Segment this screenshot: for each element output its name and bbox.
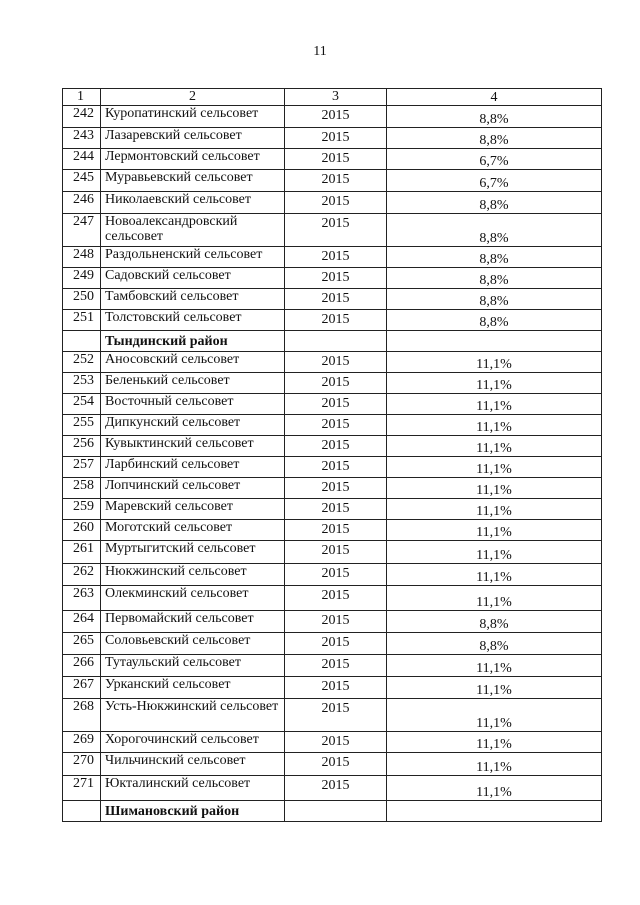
row-number: 267 [63, 677, 101, 698]
row-number: 255 [63, 415, 101, 435]
row-number: 256 [63, 436, 101, 456]
year-cell: 2015 [285, 677, 387, 698]
council-name: Беленький сельсовет [101, 373, 285, 393]
table-row [62, 267, 602, 288]
council-name: Новоалександровский сельсовет [101, 214, 285, 246]
row-number: 247 [63, 214, 101, 246]
percent-cell: 11,1% [476, 420, 512, 435]
year-cell: 2015 [285, 436, 387, 456]
percent-cell: 11,1% [476, 595, 512, 610]
row-number: 246 [63, 192, 101, 213]
row-number: 260 [63, 520, 101, 540]
year-cell: 2015 [285, 564, 387, 585]
year-cell: 2015 [285, 268, 387, 288]
year-cell: 2015 [285, 394, 387, 414]
year-cell: 2015 [285, 633, 387, 654]
year-cell [285, 801, 387, 821]
percent-cell: 11,1% [476, 716, 512, 731]
percent-cell: 11,1% [476, 441, 512, 456]
year-cell: 2015 [285, 310, 387, 330]
section-row [62, 330, 602, 351]
council-name: Тамбовский сельсовет [101, 289, 285, 309]
year-cell: 2015 [285, 753, 387, 775]
row-number: 253 [63, 373, 101, 393]
council-name: Лопчинский сельсовет [101, 478, 285, 498]
council-name: Первомайский сельсовет [101, 611, 285, 632]
year-cell: 2015 [285, 352, 387, 372]
header-col-4: 4 [490, 89, 498, 105]
percent-cell: 11,1% [476, 683, 512, 698]
table-row [62, 372, 602, 393]
row-number [63, 331, 101, 351]
council-name: Куропатинский сельсовет [101, 106, 285, 127]
council-name: Юкталинский сельсовет [101, 776, 285, 800]
district-name: Шимановский район [101, 801, 285, 821]
year-cell: 2015 [285, 247, 387, 267]
year-cell: 2015 [285, 192, 387, 213]
table-row [62, 288, 602, 309]
percent-cell: 11,1% [476, 378, 512, 393]
council-name: Садовский сельсовет [101, 268, 285, 288]
table-row [62, 213, 602, 246]
year-cell: 2015 [285, 776, 387, 800]
row-number: 257 [63, 457, 101, 477]
table-row [62, 148, 602, 169]
year-cell: 2015 [285, 415, 387, 435]
council-name: Дипкунский сельсовет [101, 415, 285, 435]
table-row [62, 477, 602, 498]
percent-cell: 11,1% [476, 357, 512, 372]
row-number [63, 801, 101, 821]
council-name: Моготский сельсовет [101, 520, 285, 540]
percent-cell: 11,1% [476, 525, 512, 540]
table-row [62, 246, 602, 267]
year-cell: 2015 [285, 699, 387, 731]
year-cell: 2015 [285, 611, 387, 632]
header-col-3: 3 [285, 89, 387, 105]
council-name: Усть-Нюкжинский сельсовет [101, 699, 285, 731]
row-number: 245 [63, 170, 101, 191]
council-name: Восточный сельсовет [101, 394, 285, 414]
percent-cell: 8,8% [479, 252, 509, 267]
council-name: Соловьевский сельсовет [101, 633, 285, 654]
council-name: Нюкжинский сельсовет [101, 564, 285, 585]
table-row [62, 585, 602, 610]
council-name: Николаевский сельсовет [101, 192, 285, 213]
percent-cell: 8,8% [479, 231, 509, 246]
subsidy-table [62, 88, 602, 822]
percent-cell [387, 331, 601, 351]
row-number: 254 [63, 394, 101, 414]
percent-cell: 11,1% [476, 570, 512, 585]
table-row [62, 351, 602, 372]
table-row [62, 632, 602, 654]
year-cell: 2015 [285, 478, 387, 498]
row-number: 269 [63, 732, 101, 752]
council-name: Муртыгитский сельсовет [101, 541, 285, 563]
row-number: 271 [63, 776, 101, 800]
year-cell: 2015 [285, 457, 387, 477]
row-number: 249 [63, 268, 101, 288]
percent-cell [387, 801, 601, 821]
percent-cell: 6,7% [479, 176, 509, 191]
percent-cell: 11,1% [476, 504, 512, 519]
table-row [62, 731, 602, 752]
year-cell: 2015 [285, 655, 387, 676]
percent-cell: 11,1% [476, 548, 512, 563]
table-header-row [62, 88, 602, 105]
percent-cell: 8,8% [479, 133, 509, 148]
council-name: Маревский сельсовет [101, 499, 285, 519]
council-name: Лермонтовский сельсовет [101, 149, 285, 169]
percent-cell: 11,1% [476, 760, 512, 775]
row-number: 264 [63, 611, 101, 632]
year-cell: 2015 [285, 520, 387, 540]
table-row [62, 127, 602, 148]
row-number: 252 [63, 352, 101, 372]
table-row [62, 393, 602, 414]
percent-cell: 11,1% [476, 661, 512, 676]
year-cell: 2015 [285, 732, 387, 752]
table-row [62, 435, 602, 456]
year-cell: 2015 [285, 128, 387, 148]
council-name: Олекминский сельсовет [101, 586, 285, 610]
table-row [62, 676, 602, 698]
year-cell: 2015 [285, 541, 387, 563]
row-number: 261 [63, 541, 101, 563]
year-cell: 2015 [285, 499, 387, 519]
council-name: Чильчинский сельсовет [101, 753, 285, 775]
table-row [62, 169, 602, 191]
year-cell: 2015 [285, 586, 387, 610]
council-name: Толстовский сельсовет [101, 310, 285, 330]
council-name: Хорогочинский сельсовет [101, 732, 285, 752]
percent-cell: 11,1% [476, 462, 512, 477]
table-row [62, 752, 602, 775]
council-name: Аносовский сельсовет [101, 352, 285, 372]
percent-cell: 8,8% [479, 198, 509, 213]
header-col-2: 2 [101, 89, 285, 105]
council-name: Кувыктинский сельсовет [101, 436, 285, 456]
percent-cell: 8,8% [479, 617, 509, 632]
percent-cell: 11,1% [476, 483, 512, 498]
table-row [62, 191, 602, 213]
council-name: Муравьевский сельсовет [101, 170, 285, 191]
percent-cell: 11,1% [476, 737, 512, 752]
council-name: Ларбинский сельсовет [101, 457, 285, 477]
table-row [62, 414, 602, 435]
row-number: 243 [63, 128, 101, 148]
year-cell: 2015 [285, 149, 387, 169]
table-row [62, 698, 602, 731]
percent-cell: 8,8% [479, 112, 509, 127]
year-cell: 2015 [285, 106, 387, 127]
header-col-1: 1 [63, 89, 101, 105]
table-row [62, 775, 602, 800]
percent-cell: 11,1% [476, 785, 512, 800]
percent-cell: 6,7% [479, 154, 509, 169]
row-number: 263 [63, 586, 101, 610]
table-body [62, 105, 602, 822]
row-number: 262 [63, 564, 101, 585]
district-name: Тындинский район [101, 331, 285, 351]
row-number: 251 [63, 310, 101, 330]
row-number: 265 [63, 633, 101, 654]
council-name: Тутаульский сельсовет [101, 655, 285, 676]
table-row [62, 563, 602, 585]
table-row [62, 498, 602, 519]
council-name: Урканский сельсовет [101, 677, 285, 698]
year-cell: 2015 [285, 373, 387, 393]
year-cell: 2015 [285, 170, 387, 191]
table-row [62, 456, 602, 477]
row-number: 266 [63, 655, 101, 676]
row-number: 270 [63, 753, 101, 775]
section-row [62, 800, 602, 822]
council-name: Лазаревский сельсовет [101, 128, 285, 148]
table-row [62, 654, 602, 676]
page-number: 11 [313, 44, 327, 59]
table-row [62, 610, 602, 632]
row-number: 268 [63, 699, 101, 731]
percent-cell: 8,8% [479, 294, 509, 309]
year-cell: 2015 [285, 214, 387, 246]
percent-cell: 8,8% [479, 273, 509, 288]
row-number: 242 [63, 106, 101, 127]
percent-cell: 8,8% [479, 639, 509, 654]
row-number: 258 [63, 478, 101, 498]
table-row [62, 519, 602, 540]
table-row [62, 540, 602, 563]
row-number: 248 [63, 247, 101, 267]
row-number: 259 [63, 499, 101, 519]
percent-cell: 8,8% [479, 315, 509, 330]
table-row [62, 309, 602, 330]
row-number: 250 [63, 289, 101, 309]
row-number: 244 [63, 149, 101, 169]
council-name: Раздольненский сельсовет [101, 247, 285, 267]
table-row [62, 105, 602, 127]
year-cell [285, 331, 387, 351]
year-cell: 2015 [285, 289, 387, 309]
percent-cell: 11,1% [476, 399, 512, 414]
